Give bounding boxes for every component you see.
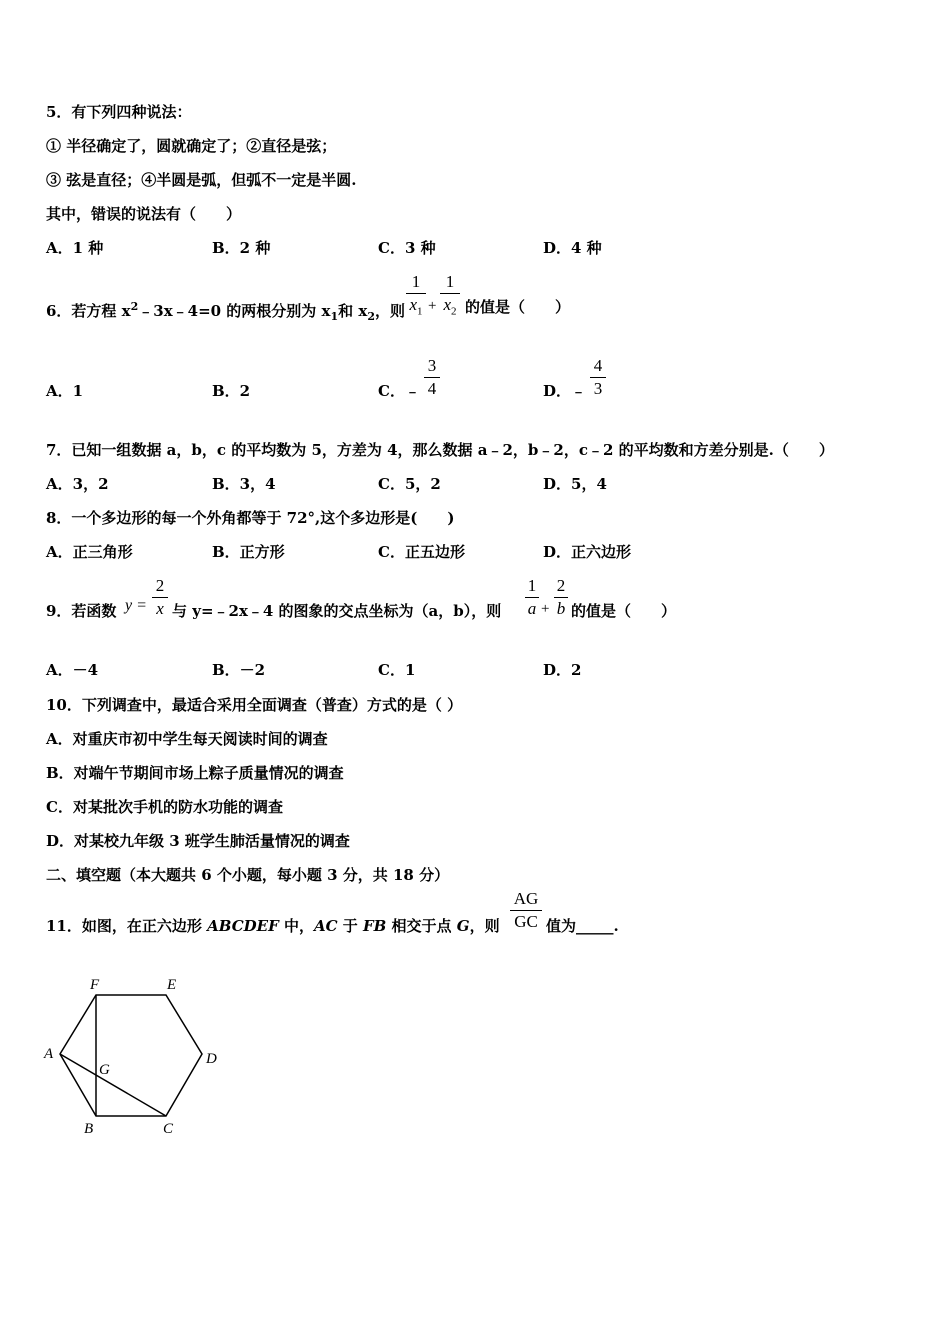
q6-option-c: C．﹣ bbox=[378, 382, 420, 400]
q6-option-d-fraction: 4 3 bbox=[590, 356, 606, 399]
q9-stem-end: 的值是（ ） bbox=[571, 602, 677, 620]
q6-fraction-2: 1 $x_2$ bbox=[440, 272, 460, 321]
label-f: F bbox=[90, 977, 100, 993]
hexagon-outline bbox=[60, 995, 202, 1116]
q8-stem: 8．一个多边形的每一个外角都等于 72°,这个多边形是( ) bbox=[46, 509, 455, 527]
q11-stem-end: 值为_____. bbox=[546, 917, 619, 935]
q9-stem-start: 9．若函数 bbox=[46, 602, 117, 620]
q5-question: 其中，错误的说法有（ ） bbox=[46, 205, 242, 223]
q7-stem: 7．已知一组数据 a，b，c 的平均数为 5，方差为 4，那么数据 a﹣2，b﹣2，c﹣2 的平均数和方差分别是.（ ） bbox=[46, 441, 834, 459]
label-a: A bbox=[44, 1046, 54, 1062]
label-g: G bbox=[99, 1062, 110, 1078]
q11-stem: 11．如图，在正六边形 ABCDEF 中，AC 于 FB 相交于点 G，则 bbox=[46, 917, 500, 935]
q7-option-a: A．3，2 bbox=[46, 475, 109, 493]
q6-stem-end: 的值是（ ） bbox=[465, 298, 571, 316]
q9-fraction-2: 2 b bbox=[554, 576, 568, 619]
q5-stem: 5．有下列四种说法： bbox=[46, 103, 192, 121]
label-d: D bbox=[206, 1051, 217, 1067]
q9-fraction-1: 1 a bbox=[525, 576, 539, 619]
q5-option-d: D．4 种 bbox=[543, 239, 602, 257]
q11-fraction: AG GC bbox=[510, 889, 542, 932]
q6-option-b: B．2 bbox=[212, 382, 251, 400]
q10-option-a: A．对重庆市初中学生每天阅读时间的调查 bbox=[46, 730, 328, 748]
hexagon-figure bbox=[40, 970, 230, 1140]
q9-option-c: C．1 bbox=[378, 661, 416, 679]
q6-option-a: A．1 bbox=[46, 382, 84, 400]
q10-stem: 10．下列调查中，最适合采用全面调查（普查）方式的是（ ） bbox=[46, 696, 463, 714]
q7-option-b: B．3，4 bbox=[212, 475, 276, 493]
q9-option-a: A．－4 bbox=[46, 661, 99, 679]
q8-option-a: A．正三角形 bbox=[46, 543, 133, 561]
segment-ac bbox=[60, 1054, 166, 1116]
q7-option-c: C．5，2 bbox=[378, 475, 441, 493]
q6-option-d: D．﹣ bbox=[543, 382, 587, 400]
q6-fraction-1: 1 $x_1$ bbox=[406, 272, 426, 321]
q5-option-b: B．2 种 bbox=[212, 239, 271, 257]
q5-statement-2: ③ 弦是直径；④半圆是弧，但弧不一定是半圆. bbox=[46, 171, 357, 189]
q9-option-b: B．－2 bbox=[212, 661, 266, 679]
q7-option-d: D．5，4 bbox=[543, 475, 607, 493]
q5-option-a: A．1 种 bbox=[46, 239, 104, 257]
label-e: E bbox=[167, 977, 177, 993]
section-2-heading: 二、填空题（本大题共 6 个小题，每小题 3 分，共 18 分） bbox=[46, 866, 450, 884]
q10-option-b: B．对端午节期间市场上粽子质量情况的调查 bbox=[46, 764, 344, 782]
q9-y-equals: y = bbox=[125, 597, 147, 614]
label-c: C bbox=[163, 1121, 174, 1137]
q10-option-c: C．对某批次手机的防水功能的调查 bbox=[46, 798, 283, 816]
q5-statement-1: ① 半径确定了，圆就确定了；②直径是弦； bbox=[46, 137, 337, 155]
q5-option-c: C．3 种 bbox=[378, 239, 436, 257]
q10-option-d: D．对某校九年级 3 班学生肺活量情况的调查 bbox=[46, 832, 350, 850]
q9-stem-mid: 与 y=﹣2x﹣4 的图象的交点坐标为（a，b），则 bbox=[172, 602, 502, 620]
label-b: B bbox=[84, 1121, 94, 1137]
q9-plus: + bbox=[541, 601, 550, 617]
q8-option-b: B．正方形 bbox=[212, 543, 285, 561]
q6-option-c-fraction: 3 4 bbox=[424, 356, 440, 399]
q9-option-d: D．2 bbox=[543, 661, 582, 679]
q6-plus: + bbox=[428, 298, 437, 314]
q9-function-fraction: 2 x bbox=[152, 576, 168, 619]
q8-option-c: C．正五边形 bbox=[378, 543, 465, 561]
q8-option-d: D．正六边形 bbox=[543, 543, 632, 561]
q6-stem: 6．若方程 $x^2﹣3x﹣4=0$ 的两根分别为 $x_1$和 $x_2$，则 bbox=[46, 300, 405, 323]
